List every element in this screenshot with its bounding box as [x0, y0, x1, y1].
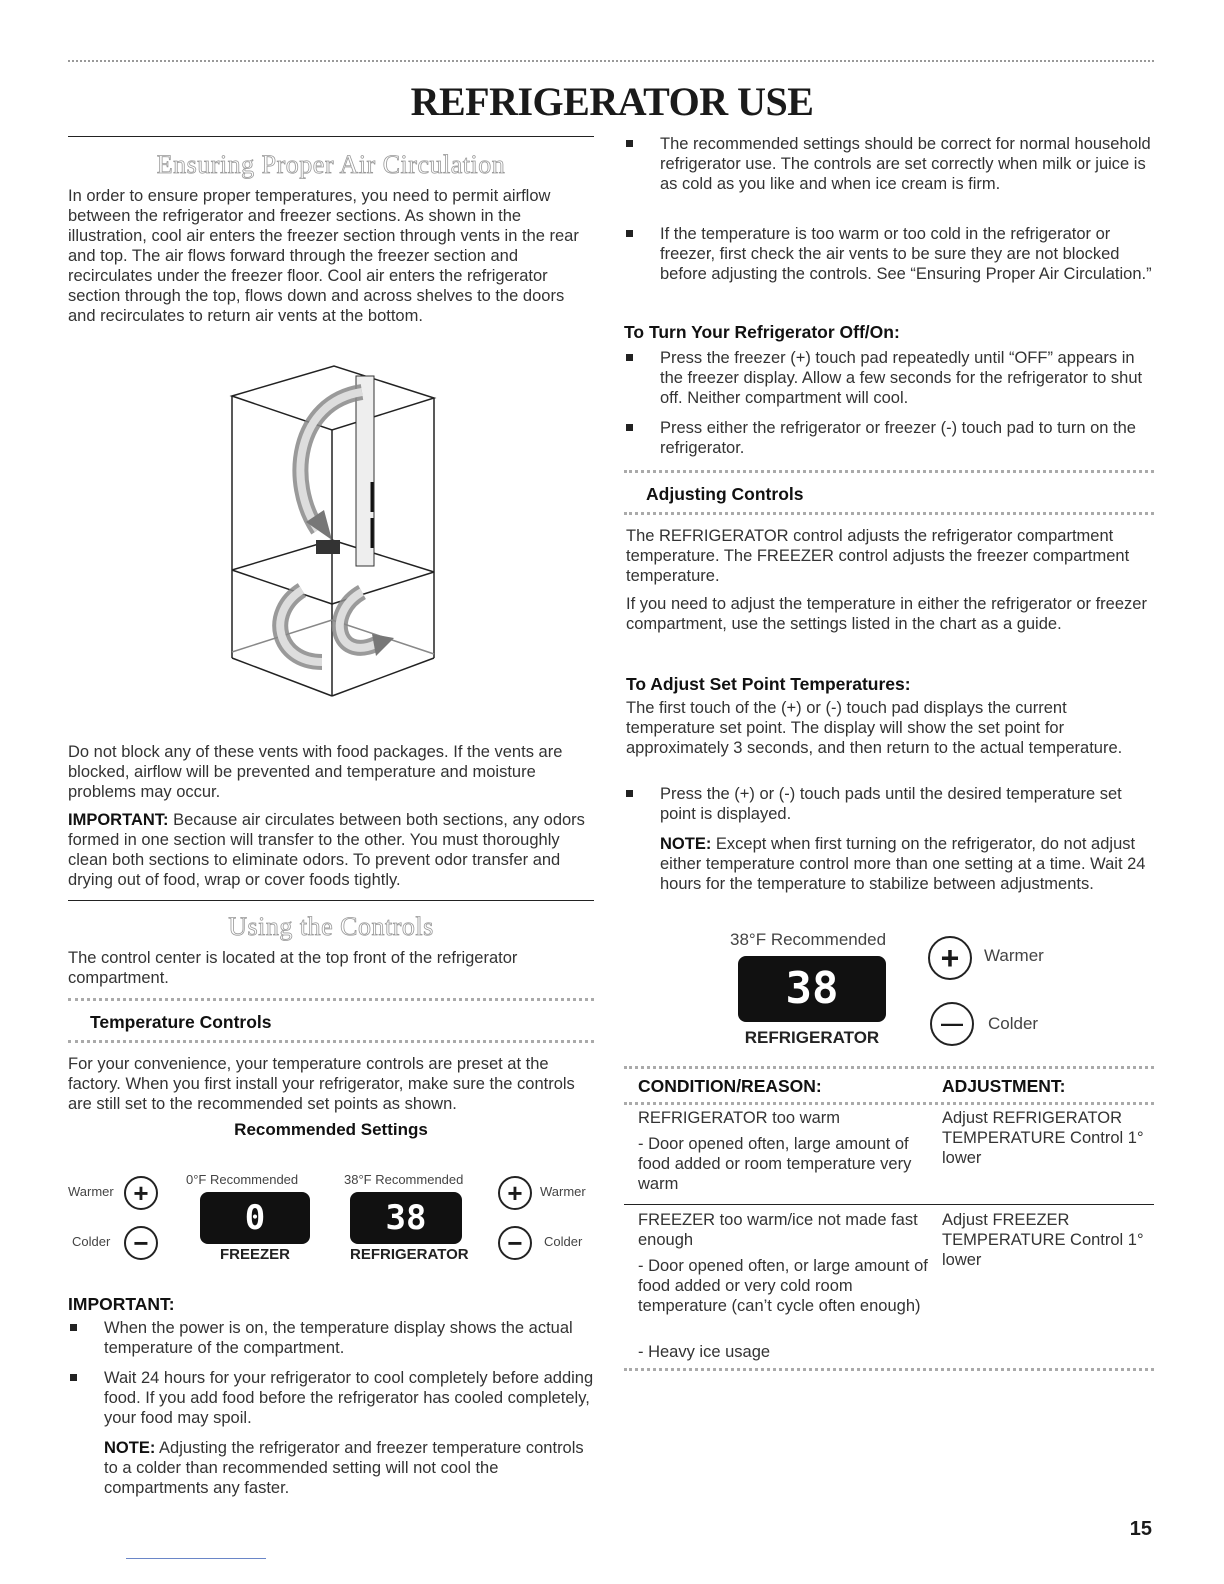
airflow-illustration: [226, 362, 442, 700]
recommended-settings-heading: Recommended Settings: [234, 1120, 428, 1139]
using-controls-heading: Using the Controls: [228, 912, 434, 941]
table-row-2-reason: - Door opened often, or large amount of food added or very cold room temperature (can’t cycle often enough): [638, 1257, 928, 1315]
section-rule-2: [68, 900, 594, 901]
set-point-note-text: Except when first turning on the refrigerator, do not adjust either temperature control more than one setting at a time. Wait 24 hours for the temperature to stabilize between adjustments.: [660, 835, 1146, 893]
table-header-adjustment: ADJUSTMENT:: [942, 1076, 1066, 1096]
fridge-plus-button-right[interactable]: [928, 936, 972, 980]
list-item: [626, 418, 1154, 458]
bullet-text: If the temperature is too warm or too cold in the refrigerator or freezer, first check the air vents to be sure they are not blocked before adjusting the controls. See “Ensuring Proper Air Circulation.”: [660, 225, 1152, 283]
list-item: [626, 348, 1154, 408]
freezer-display: 0: [200, 1192, 310, 1244]
fridge-recommended-label-right: 38°F Recommended: [730, 930, 887, 949]
list-item: [70, 1368, 594, 1428]
dotted-rule: [624, 1102, 1154, 1105]
adjusting-controls-heading: Adjusting Controls: [646, 484, 804, 504]
plus-icon: +: [507, 1178, 523, 1208]
minus-icon: −: [133, 1228, 149, 1258]
controls-note: [104, 1438, 594, 1498]
freezer-minus-button[interactable]: [124, 1226, 158, 1260]
page-number: 15: [1129, 1518, 1152, 1540]
freezer-label: FREEZER: [219, 1246, 290, 1263]
bullet-text: Press the freezer (+) touch pad repeatedly until “OFF” appears in the freezer display. Allow a few seconds for the refrigerator to shut off. Neither compartment will cool.: [660, 349, 1143, 407]
controls-intro: The control center is located at the top front of the refrigerator compartment.: [68, 949, 518, 987]
bullet-text: The recommended settings should be correct for normal household refrigerator use. The controls are set correctly when milk or juice is as cold as you like and when ice cream is firm.: [660, 135, 1151, 193]
warmer-label: Warmer: [984, 946, 1044, 965]
warmer-label-left: Warmer: [68, 1184, 114, 1199]
fridge-label: REFRIGERATOR: [350, 1246, 469, 1263]
minus-icon: —: [941, 1011, 963, 1036]
colder-label: Colder: [988, 1014, 1039, 1033]
list-item: [626, 224, 1154, 284]
plus-icon: +: [133, 1178, 149, 1208]
table-header-condition: CONDITION/REASON:: [638, 1076, 822, 1096]
table-row-divider: [624, 1204, 1154, 1205]
dotted-rule: [624, 1368, 1154, 1371]
list-item: [626, 134, 1154, 194]
dotted-rule: [68, 998, 594, 1001]
fridge-label-right: REFRIGERATOR: [744, 1028, 880, 1047]
freezer-plus-button[interactable]: [124, 1176, 158, 1210]
table-row-1-condition: REFRIGERATOR too warm: [638, 1109, 841, 1127]
page-title: REFRIGERATOR USE: [410, 79, 814, 124]
set-point-heading: To Adjust Set Point Temperatures:: [626, 674, 911, 694]
colder-label-left: Colder: [72, 1234, 111, 1249]
table-row-1-reason: - Door opened often, large amount of food added or room temperature very warm: [638, 1135, 912, 1193]
dotted-rule: [624, 512, 1154, 515]
minus-icon: −: [507, 1228, 523, 1258]
temperature-controls-heading: Temperature Controls: [90, 1012, 272, 1032]
air-circulation-heading: Ensuring Proper Air Circulation: [156, 150, 506, 179]
footer-rule: [126, 1558, 266, 1559]
adjusting-p1: The REFRIGERATOR control adjusts the refrigerator compartment temperature. The FREEZER control adjusts the freezer compartment temperature.: [626, 527, 1130, 585]
air-important-text: Because air circulates between both sections, any odors formed in one section will transfer to the other. You must thoroughly clean both sections to eliminate odors. To prevent odor transfer and drying out of food, wrap or cover foods tightly.: [68, 811, 585, 889]
fridge-display: 38: [350, 1192, 462, 1244]
table-row-2-condition: FREEZER too warm/ice not made fast enough: [638, 1211, 918, 1249]
adjusting-p2: If you need to adjust the temperature in either the refrigerator or freezer compartment, use the settings listed in the chart as a guide.: [626, 595, 1147, 633]
fridge-minus-button[interactable]: [498, 1226, 532, 1260]
table-row-2-adjust: Adjust FREEZER TEMPERATURE Control 1° lower: [942, 1211, 1144, 1269]
dotted-rule: [68, 1040, 594, 1043]
colder-label-right: Colder: [544, 1234, 583, 1249]
fridge-recommended-label: 38°F Recommended: [344, 1172, 464, 1187]
fridge-display-right: 38: [738, 956, 886, 1022]
controls-note-text: Adjusting the refrigerator and freezer temperature controls to a colder than recommended setting will not cool the compartments any faster.: [104, 1439, 584, 1497]
fridge-minus-button-right[interactable]: [930, 1002, 974, 1046]
plus-icon: +: [940, 940, 960, 976]
table-row-2-reason2: - Heavy ice usage: [638, 1343, 771, 1361]
bullet-text: Press either the refrigerator or freezer (-) touch pad to turn on the refrigerator.: [660, 419, 1136, 457]
table-row-1-adjust: Adjust REFRIGERATOR TEMPERATURE Control 1° lower: [942, 1109, 1144, 1167]
bullet-text: Wait 24 hours for your refrigerator to cool completely before adding food. If you add food before the refrigerator has cooled completely, your food may spoil.: [104, 1369, 594, 1427]
bullet-text: Press the (+) or (-) touch pads until the desired temperature set point is displayed.: [660, 785, 1122, 823]
fridge-plus-button[interactable]: [498, 1176, 532, 1210]
freezer-recommended-label: 0°F Recommended: [186, 1172, 299, 1187]
list-item: [626, 784, 1154, 824]
air-intro: In order to ensure proper temperatures, you need to permit airflow between the refrigerator and freezer sections. As shown in the illustration, cool air enters the freezer section through vents in the rear and top. The air flows forward through the freezer section and recirculates under the freezer floor. Cool air enters the refrigerator section through the top, flows down and across shelves to the doors and recirculates to return air vents at the bottom.: [68, 187, 579, 325]
list-item: [70, 1318, 594, 1358]
dotted-rule: [624, 1066, 1154, 1069]
warmer-label-right: Warmer: [540, 1184, 586, 1199]
important-heading: IMPORTANT:: [68, 1294, 175, 1314]
set-point-note: [660, 834, 1154, 894]
set-point-text: The first touch of the (+) or (-) touch pad displays the current temperature set point. The display will show the set point for approximately 3 seconds, and then return to the actual temperature.: [626, 699, 1123, 757]
note-label: NOTE:: [660, 835, 712, 853]
off-on-heading: To Turn Your Refrigerator Off/On:: [624, 322, 900, 342]
temp-controls-text: For your convenience, your temperature controls are preset at the factory. When you first install your refrigerator, make sure the controls are still set to the recommended set points as shown.: [68, 1055, 575, 1113]
important-label: IMPORTANT:: [68, 811, 169, 829]
top-dotted-rule: [68, 60, 1154, 62]
section-rule: [68, 136, 594, 137]
bullet-text: When the power is on, the temperature display shows the actual temperature of the compartment.: [104, 1319, 573, 1357]
air-important: [68, 810, 594, 890]
air-block-note: Do not block any of these vents with food packages. If the vents are blocked, airflow will be prevented and temperature and moisture problems may occur.: [68, 743, 563, 801]
dotted-rule: [624, 470, 1154, 473]
note-label: NOTE:: [104, 1439, 156, 1457]
